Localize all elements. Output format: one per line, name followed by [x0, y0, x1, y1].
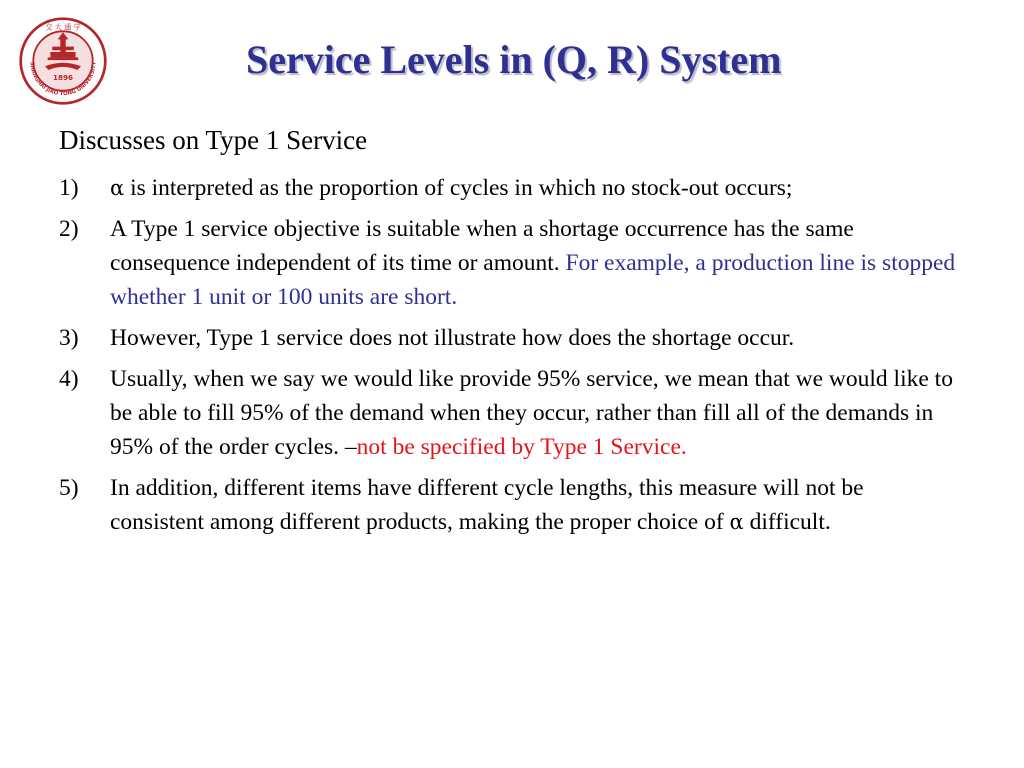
- item-number: 2): [59, 216, 79, 242]
- svg-text:SHANGHAI JIAO TONG UNIVERSITY: SHANGHAI JIAO TONG UNIVERSITY: [28, 61, 98, 98]
- svg-text:1896: 1896: [52, 72, 74, 82]
- list-item: [59, 471, 959, 539]
- item-text: is interpreted as the proportion of cycles in which no stock-out occurs;: [124, 175, 793, 201]
- item-text: A Type 1 service objective is suitable when a shortage occurrence has the same consequence independent of its time or amount.: [110, 216, 854, 276]
- alpha-symbol: α: [110, 176, 125, 200]
- slide-title: Service Levels in (Q, R) System: [246, 37, 782, 82]
- note-highlight: not be specified by Type 1 Service.: [356, 434, 687, 460]
- svg-text:交 大 通 学: 交 大 通 学: [45, 22, 81, 32]
- university-seal-logo: [18, 16, 108, 106]
- list-item: [59, 321, 959, 355]
- item-text-tail: difficult.: [743, 509, 831, 535]
- list-item: [59, 171, 959, 205]
- item-text: However, Type 1 service does not illustrate how does the shortage occur.: [110, 325, 795, 351]
- intro-heading: Discusses on Type 1 Service: [59, 125, 368, 155]
- item-text: Usually, when we say we would like provide 95% service, we mean that we would like to be able to fill 95% of the demand when they occur, rather than fill all of the demands in 95% of the order cycles. –: [110, 366, 953, 460]
- item-number: 1): [59, 175, 79, 201]
- example-highlight: For example, a production line is stopped whether 1 unit or 100 units are short.: [110, 250, 956, 310]
- item-number: 5): [59, 475, 79, 501]
- item-text: In addition, different items have different cycle lengths, this measure will not be consistent among different products, making the proper choice of: [110, 475, 864, 535]
- list-item: [59, 212, 959, 314]
- list-item: [59, 362, 959, 464]
- item-number: 3): [59, 325, 79, 351]
- alpha-symbol: α: [729, 510, 744, 534]
- points-list: [59, 171, 959, 546]
- item-number: 4): [59, 366, 79, 392]
